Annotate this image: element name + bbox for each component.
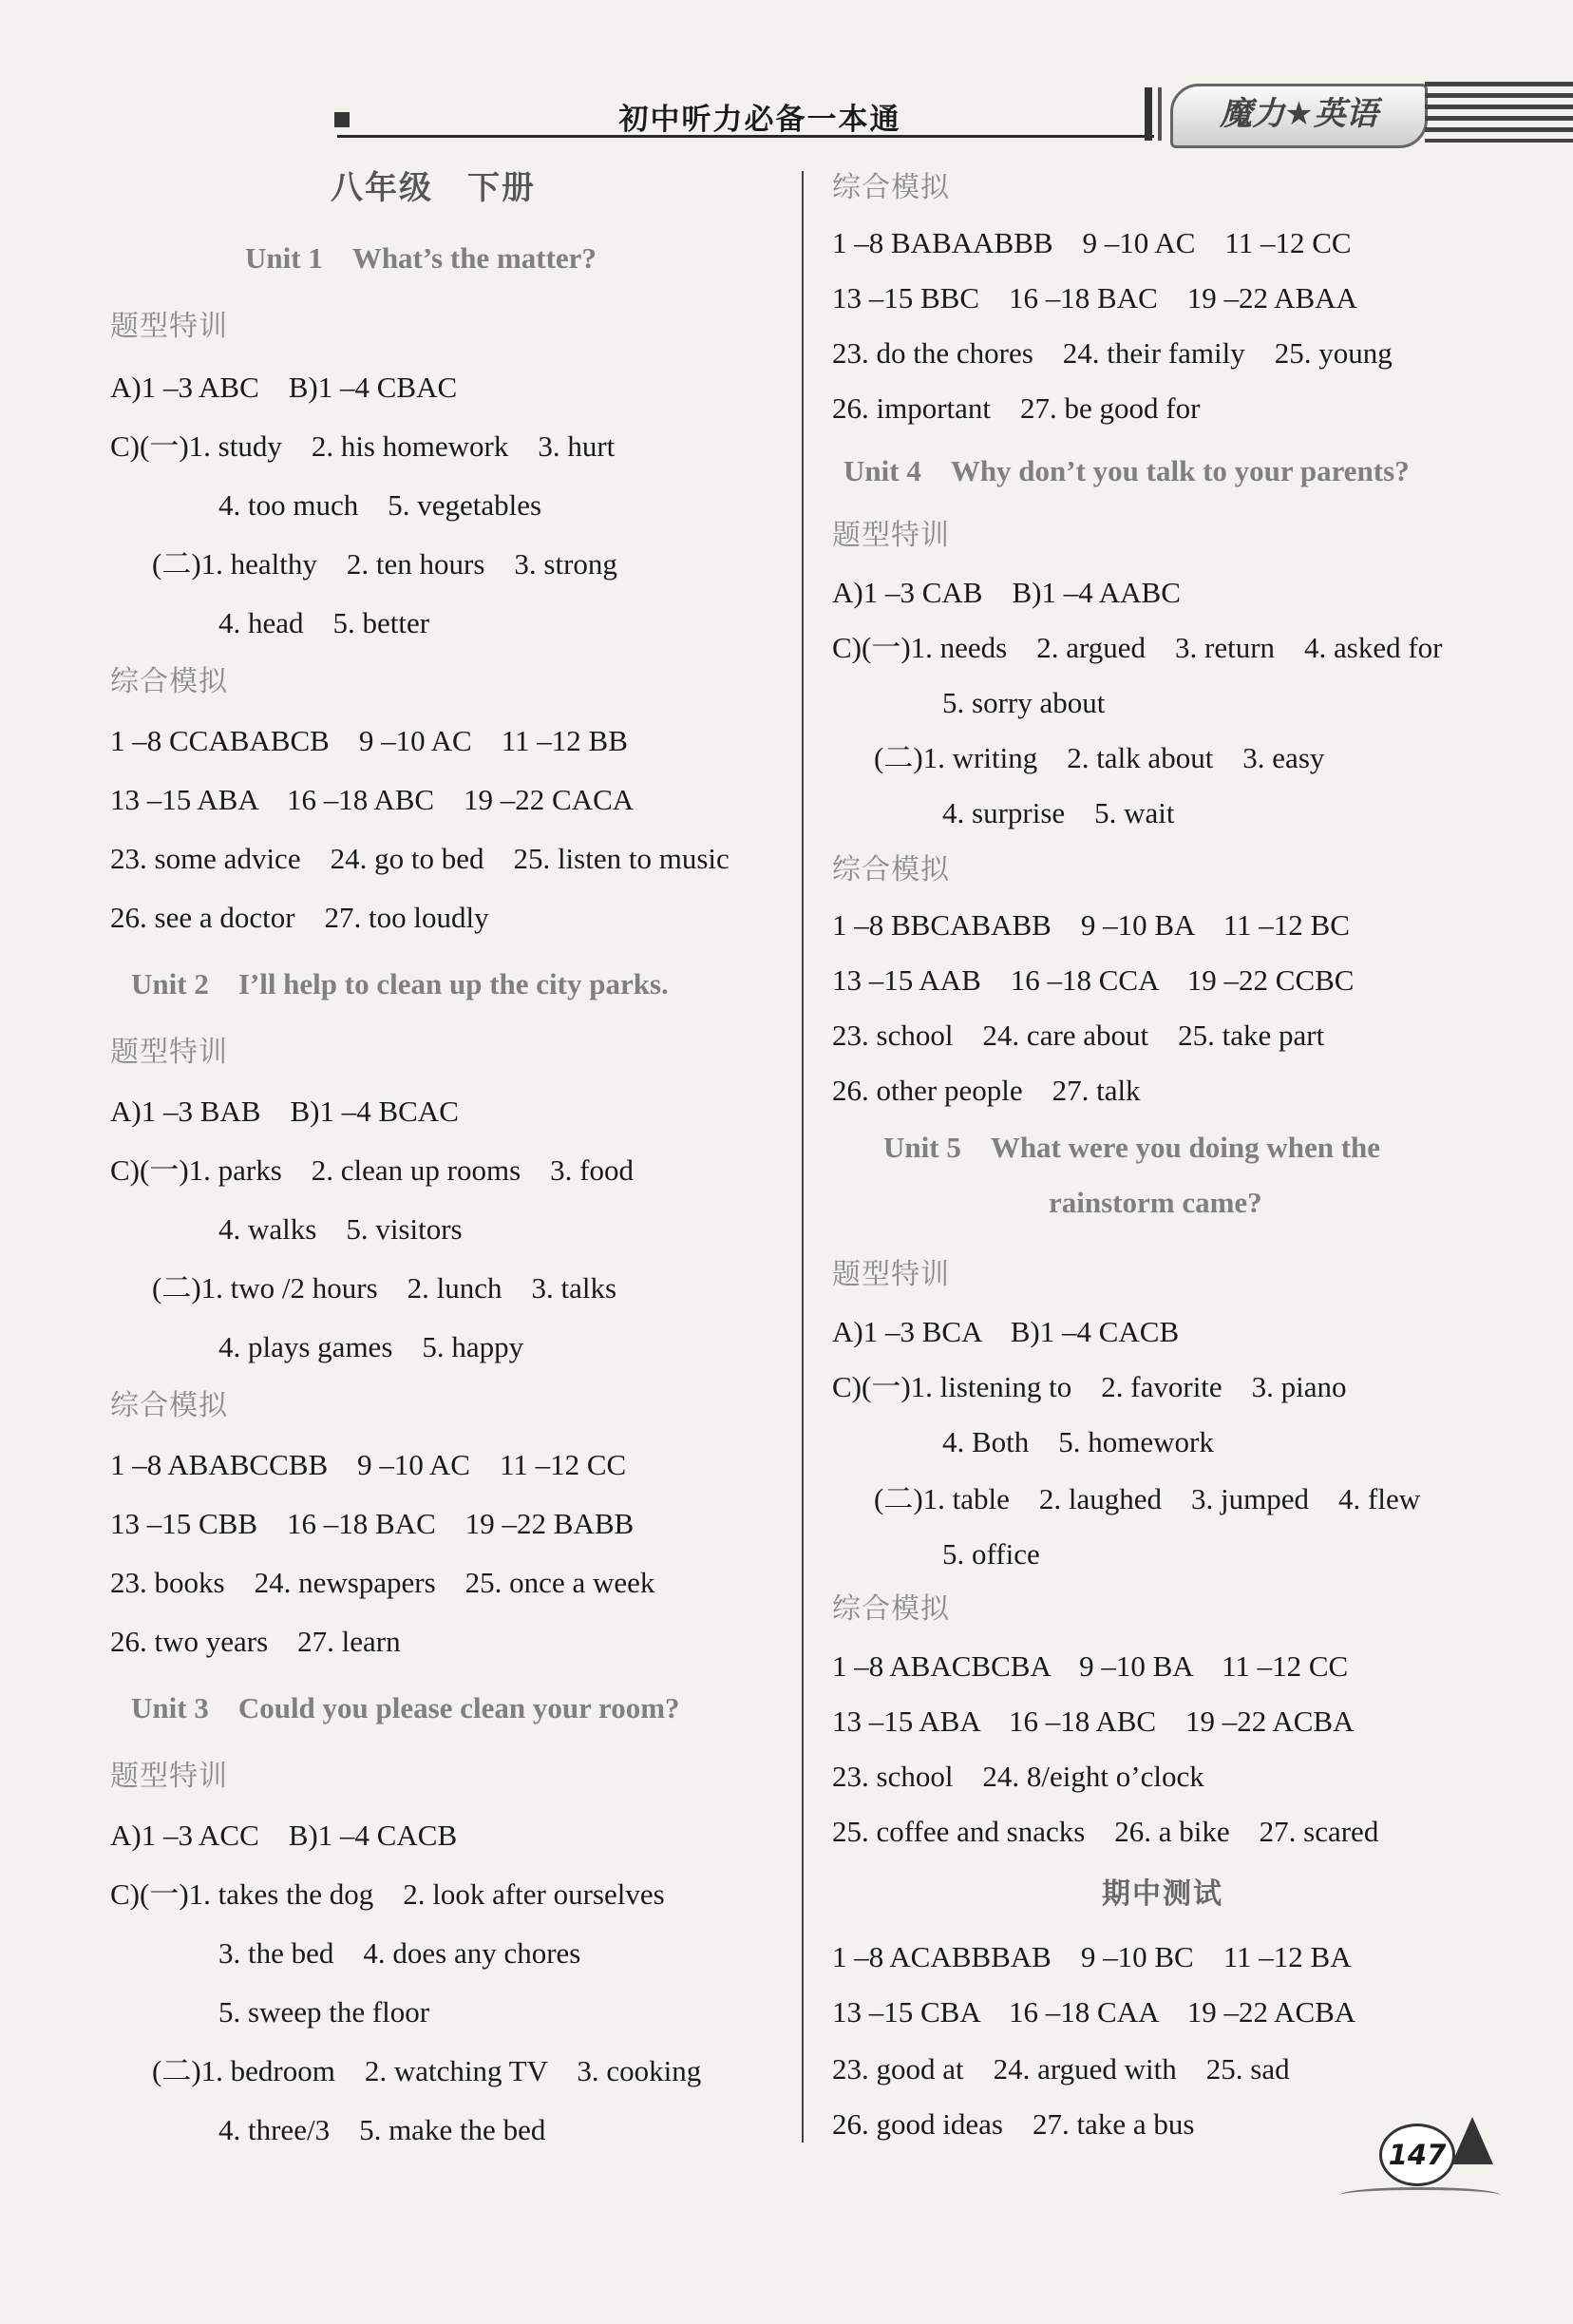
answer-line: 5. office <box>942 1537 1040 1571</box>
wave-decoration <box>1339 2187 1501 2203</box>
answer-line: 4. surprise 5. wait <box>942 796 1175 829</box>
answer-line: 13 –15 AAB 16 –18 CCA 19 –22 CCBC <box>832 963 1355 997</box>
answer-line: 1 –8 ABACBCBA 9 –10 BA 11 –12 CC <box>832 1649 1349 1683</box>
answer-line: (二)1. two /2 hours 2. lunch 3. talks <box>152 1271 617 1305</box>
section-heading: 综合模拟 <box>110 1389 228 1422</box>
answer-line: C)(一)1. listening to 2. favorite 3. piano <box>832 1370 1347 1403</box>
answer-line: 23. books 24. newspapers 25. once a week <box>110 1566 655 1599</box>
unit-title: Unit 1 What’s the matter? <box>245 241 597 275</box>
sailboat-icon <box>1451 2117 1493 2164</box>
answer-line: 23. school 24. care about 25. take part <box>832 1019 1325 1052</box>
answer-line: C)(一)1. parks 2. clean up rooms 3. food <box>110 1153 635 1187</box>
answer-line: 26. other people 27. talk <box>832 1074 1141 1107</box>
answer-line: 26. see a doctor 27. too loudly <box>110 901 489 934</box>
answer-line: 1 –8 ABABCCBB 9 –10 AC 11 –12 CC <box>110 1448 627 1481</box>
section-heading: 题型特训 <box>832 519 950 552</box>
answer-line: 23. good at 24. argued with 25. sad <box>832 2052 1290 2086</box>
header-title: 初中听力必备一本通 <box>618 103 901 137</box>
unit-title: rainstorm came? <box>1049 1186 1262 1219</box>
answer-line: 23. some advice 24. go to bed 25. listen to music <box>110 842 730 875</box>
section-heading: 综合模拟 <box>110 665 228 698</box>
answer-line: 4. too much 5. vegetables <box>218 488 542 522</box>
answer-line: 4. Both 5. homework <box>942 1425 1214 1458</box>
answer-line: 13 –15 CBB 16 –18 BAC 19 –22 BABB <box>110 1507 635 1540</box>
unit-title: Unit 2 I’ll help to clean up the city parks. <box>131 967 669 1000</box>
unit-title: Unit 4 Why don’t you talk to your parents? <box>843 454 1410 487</box>
page-number: 147 <box>1379 2124 1455 2186</box>
answer-line: 4. three/3 5. make the bed <box>218 2113 546 2146</box>
answer-line: 4. walks 5. visitors <box>218 1212 463 1246</box>
answer-line: 4. plays games 5. happy <box>218 1330 524 1363</box>
answer-line: 1 –8 ACABBBAB 9 –10 BC 11 –12 BA <box>832 1940 1352 1973</box>
answer-line: 4. head 5. better <box>218 606 430 639</box>
answer-line: (二)1. writing 2. talk about 3. easy <box>874 741 1325 774</box>
answer-line: 5. sweep the floor <box>218 1995 430 2029</box>
answer-line: A)1 –3 ACC B)1 –4 CACB <box>110 1819 458 1852</box>
answer-line: C)(一)1. takes the dog 2. look after ourselves <box>110 1877 665 1911</box>
answer-line: (二)1. healthy 2. ten hours 3. strong <box>152 547 617 581</box>
answer-line: 1 –8 CCABABCB 9 –10 AC 11 –12 BB <box>110 724 628 757</box>
answer-line: 26. two years 27. learn <box>110 1625 401 1658</box>
unit-title: Unit 5 What were you doing when the <box>883 1131 1381 1164</box>
answer-line: 13 –15 ABA 16 –18 ABC 19 –22 CACA <box>110 783 635 816</box>
answer-line: 25. coffee and snacks 26. a bike 27. scared <box>832 1815 1379 1848</box>
midterm-title: 期中测试 <box>1102 1877 1223 1911</box>
section-heading: 综合模拟 <box>832 853 950 886</box>
section-heading: 题型特训 <box>110 310 228 343</box>
unit-title: Unit 3 Could you please clean your room? <box>131 1691 680 1724</box>
answer-line: A)1 –3 BAB B)1 –4 BCAC <box>110 1095 459 1128</box>
answer-line: A)1 –3 CAB B)1 –4 AABC <box>832 576 1181 609</box>
answer-line: 26. important 27. be good for <box>832 391 1201 425</box>
brand-logo: 魔力★英语 <box>1170 84 1428 148</box>
answer-line: 13 –15 CBA 16 –18 CAA 19 –22 ACBA <box>832 1995 1356 2029</box>
answer-line: C)(一)1. needs 2. argued 3. return 4. asked for <box>832 631 1443 664</box>
header-stripes <box>1425 82 1573 143</box>
answer-line: 23. school 24. 8/eight o’clock <box>832 1760 1204 1793</box>
answer-line: 23. do the chores 24. their family 25. young <box>832 336 1393 370</box>
answer-line: 13 –15 ABA 16 –18 ABC 19 –22 ACBA <box>832 1705 1355 1738</box>
answer-line: 3. the bed 4. does any chores <box>218 1936 581 1970</box>
section-heading: 题型特训 <box>110 1036 228 1069</box>
answer-line: 1 –8 BABAABBB 9 –10 AC 11 –12 CC <box>832 226 1352 259</box>
section-heading: 综合模拟 <box>832 1592 950 1626</box>
answer-line: 5. sorry about <box>942 686 1106 719</box>
answer-line: A)1 –3 BCA B)1 –4 CACB <box>832 1315 1180 1348</box>
answer-line: C)(一)1. study 2. his homework 3. hurt <box>110 429 616 463</box>
section-heading: 题型特训 <box>110 1760 228 1793</box>
header-rule <box>1158 87 1162 141</box>
section-heading: 综合模拟 <box>832 171 950 204</box>
answer-line: 1 –8 BBCABABB 9 –10 BA 11 –12 BC <box>832 908 1350 942</box>
answer-line: 13 –15 BBC 16 –18 BAC 19 –22 ABAA <box>832 281 1357 314</box>
grade-title: 八年级 下册 <box>331 169 536 207</box>
answer-line: A)1 –3 ABC B)1 –4 CBAC <box>110 371 458 404</box>
section-heading: 题型特训 <box>832 1258 950 1291</box>
answer-line: (二)1. table 2. laughed 3. jumped 4. flew <box>874 1482 1421 1515</box>
answer-line: 26. good ideas 27. take a bus <box>832 2107 1195 2141</box>
column-divider <box>802 171 804 2143</box>
header-rule <box>1145 87 1152 141</box>
answer-line: (二)1. bedroom 2. watching TV 3. cooking <box>152 2054 702 2087</box>
